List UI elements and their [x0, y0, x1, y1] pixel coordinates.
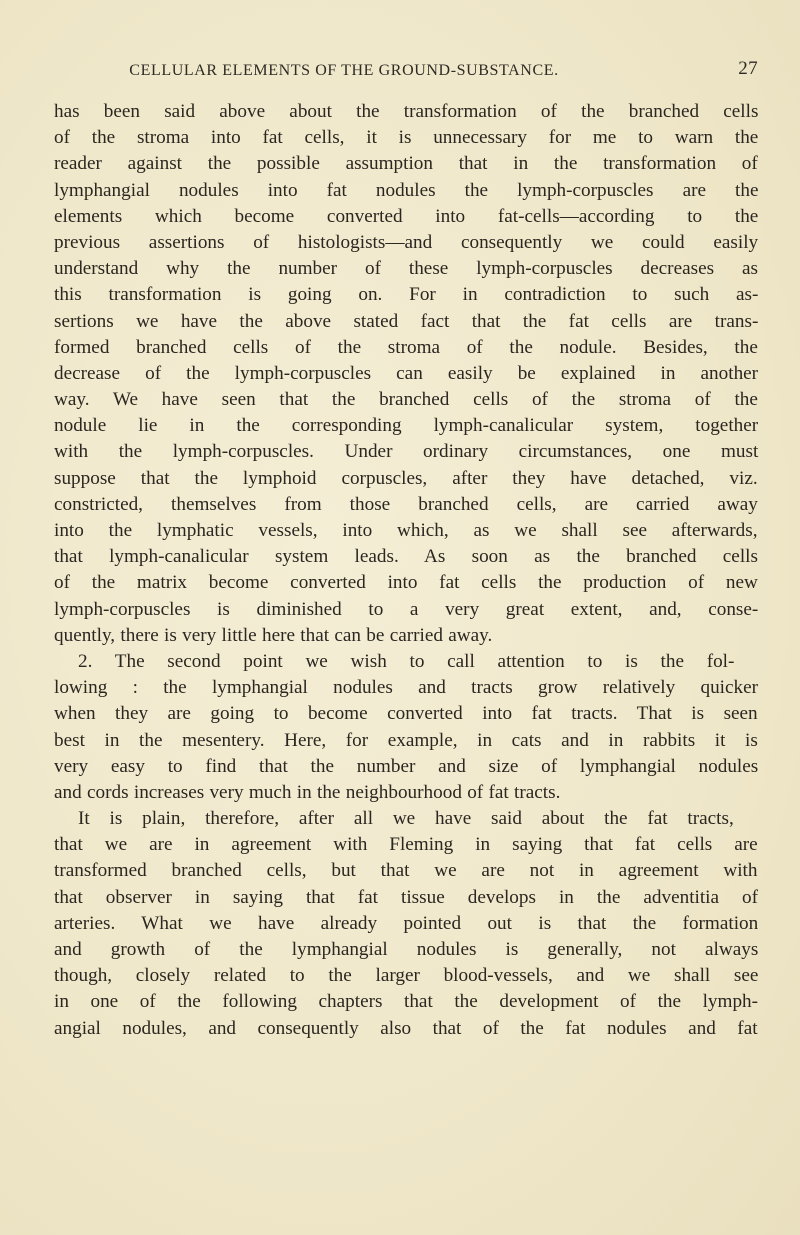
text-line: with the lymph-corpuscles. Under ordinary circumstances, one must: [54, 441, 759, 463]
text-line: arteries. What we have already pointed out is that the formation: [54, 912, 759, 934]
text-line: when they are going to become converted into fat tracts. That is seen: [54, 703, 758, 725]
text-line: that we are in agreement with Fleming in saying that fat cells are: [54, 834, 758, 856]
text-line: best in the mesentery. Here, for example, in cats and in rabbits it is: [54, 729, 758, 751]
text-line: formed branched cells of the stroma of the nodule. Besides, the: [54, 336, 758, 358]
running-head: [30, 58, 758, 88]
text-line: nodule lie in the corresponding lymph-canalicular system, together: [54, 415, 759, 437]
text-line: way. We have seen that the branched cells of the stroma of the: [54, 389, 758, 411]
text-line: 2. The second point we wish to call attention to is the fol-: [78, 650, 735, 672]
text-line: in one of the following chapters that the development of the lymph-: [54, 991, 759, 1013]
text-line: decrease of the lymph-corpuscles can easily be explained in another: [54, 362, 759, 384]
chapter-title: CELLULAR ELEMENTS OF THE GROUND-SUBSTANCE.: [129, 62, 559, 79]
text-line: into the lymphatic vessels, into which, as we shall see afterwards,: [54, 520, 758, 541]
text-line: very easy to find that the number and size of lymphangial nodules: [54, 755, 759, 777]
text-line: lymph-corpuscles is diminished to a very great extent, and, conse-: [54, 598, 759, 620]
text-line: sertions we have the above stated fact that the fat cells are trans-: [54, 310, 759, 332]
text-line: angial nodules, and consequently also that of the fat nodules and fat: [54, 1017, 758, 1039]
text-line: that lymph-canalicular system leads. As soon as the branched cells: [54, 546, 758, 568]
text-line: and growth of the lymphangial nodules is generally, not always: [54, 939, 759, 960]
page-number: 27: [738, 58, 758, 79]
text-line: and cords increases very much in the neighbourhood of fat tracts.: [54, 781, 561, 803]
text-line: though, closely related to the larger blood-vessels, and we shall see: [54, 965, 759, 987]
text-line: of the matrix become converted into fat cells the production of new: [54, 572, 758, 594]
text-line: lymphangial nodules into fat nodules the lymph-corpuscles are the: [54, 179, 759, 201]
text-line: elements which become converted into fat-cells—according to the: [54, 205, 759, 227]
text-line: has been said above about the transformation of the branched cells: [54, 101, 759, 122]
text-line: of the stroma into fat cells, it is unnecessary for me to warn the: [54, 127, 759, 149]
text-line: transformed branched cells, but that we are not in agreement with: [54, 860, 758, 882]
body-text: [54, 99, 758, 1042]
text-line: constricted, themselves from those branched cells, are carried away: [54, 493, 758, 515]
text-line: understand why the number of these lymph-corpuscles decreases as: [54, 258, 758, 280]
text-line: quently, there is very little here that can be carried away.: [54, 624, 493, 646]
text-line: lowing : the lymphangial nodules and tracts grow relatively quicker: [54, 677, 759, 699]
text-line: previous assertions of histologists—and consequently we could easily: [54, 231, 759, 253]
text-line: this transformation is going on. For in contradiction to such as-: [54, 284, 759, 306]
text-line: It is plain, therefore, after all we have said about the fat tracts,: [78, 808, 734, 830]
text-line: reader against the possible assumption that in the transformation of: [54, 153, 758, 175]
text-line: that observer in saying that fat tissue develops in the adventitia of: [54, 886, 759, 908]
text-line: suppose that the lymphoid corpuscles, after they have detached, viz.: [54, 467, 758, 489]
